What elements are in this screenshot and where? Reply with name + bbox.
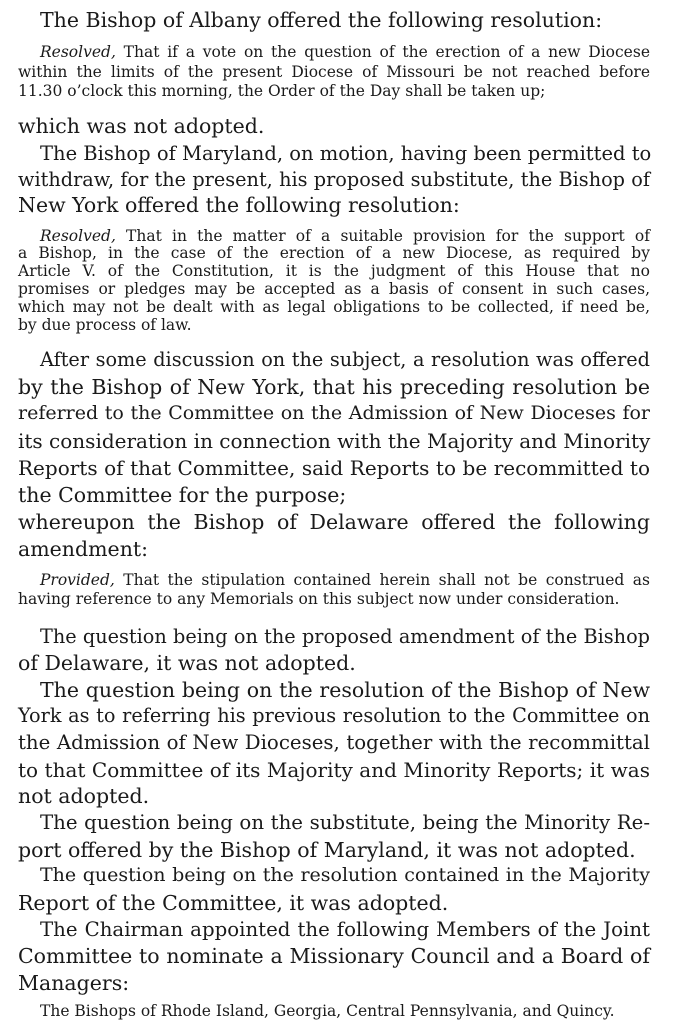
resolution-newyork-line-1	[40, 229, 650, 245]
para-substitute-line-1: The question being on the substitute, being the Minority Re-	[40, 811, 650, 834]
resolution-albany-line-2: within the limits of the present Diocese of Missouri be not reached before	[18, 63, 650, 81]
para-majority-line-1: The question being on the resolution contained in the Majority	[40, 864, 650, 886]
para-chairman-line-2: Committee to nominate a Missionary Council and a Board of	[18, 944, 650, 968]
para-delaware-line-2: of Delaware, it was not adopted.	[18, 651, 356, 675]
proviso-text: That the stipulation contained herein shall not be construed as	[123, 571, 650, 589]
para-discussion-line-3: referred to the Committee on the Admission of New Dioceses for	[18, 402, 650, 424]
para-discussion-line-6: the Committee for the purpose;	[18, 483, 347, 507]
para-discussion-line-2: by the Bishop of New York, that his preceding resolution be	[18, 375, 650, 399]
not-adopted-1: which was not adopted.	[18, 114, 265, 138]
para-maryland-line-1: The Bishop of Maryland, on motion, having been permitted to	[40, 142, 652, 165]
para-chairman-line-1: The Chairman appointed the following Members of the Joint	[40, 918, 650, 941]
resolved-lead: Resolved,	[40, 227, 116, 245]
para-referring-line-5: not adopted.	[18, 784, 150, 808]
para-discussion-line-1: After some discussion on the subject, a resolution was offered	[40, 348, 650, 371]
intro-albany: The Bishop of Albany offered the following resolution:	[40, 8, 603, 32]
resolution-newyork-line-6: by due process of law.	[18, 316, 192, 334]
para-chairman-line-3: Managers:	[18, 971, 130, 995]
resolution-text: That if a vote on the question of the erection of a new Diocese	[123, 43, 650, 61]
members-list: The Bishops of Rhode Island, Georgia, Central Pennsylvania, and Quincy.	[40, 1002, 615, 1020]
para-discussion-line-5: Reports of that Committee, said Reports to be recommitted to	[18, 456, 650, 480]
resolution-newyork-line-5: which may not be dealt with as legal obligations to be collected, if need be,	[18, 298, 650, 316]
para-discussion-line-7: whereupon the Bishop of Delaware offered the following	[18, 510, 650, 534]
para-referring-line-1: The question being on the resolution of the Bishop of New	[40, 678, 650, 702]
para-discussion-line-4: its consideration in connection with the Majority and Minority	[18, 429, 651, 453]
resolution-newyork-line-2: a Bishop, in the case of the erection of a new Diocese, as required by	[18, 244, 650, 262]
resolution-newyork-line-4: promises or pledges may be accepted as a basis of consent in such cases,	[18, 280, 650, 298]
para-referring-line-2: York as to referring his previous resolution to the Committee on	[18, 704, 650, 727]
para-maryland-line-3: New York offered the following resolution:	[18, 193, 460, 217]
para-referring-line-3: the Admission of New Dioceses, together with the recommittal	[18, 731, 650, 754]
proviso-line-2: having reference to any Memorials on this subject now under consideration.	[18, 590, 620, 608]
resolution-albany-line-3: 11.30 o’clock this morning, the Order of the Day shall be taken up;	[18, 82, 546, 100]
para-majority-line-2: Report of the Committee, it was adopted.	[18, 891, 449, 915]
resolution-newyork-line-3: Article V. of the Constitution, it is the judgment of this House that no	[18, 262, 650, 280]
para-substitute-line-2: port offered by the Bishop of Maryland, it was not adopted.	[18, 838, 636, 862]
para-delaware-line-1: The question being on the proposed amendment of the Bishop	[40, 625, 650, 648]
proviso-line-1	[40, 573, 650, 589]
resolved-lead: Resolved,	[40, 43, 116, 61]
resolution-albany-line-1	[40, 45, 650, 61]
resolution-text: That in the matter of a suitable provision for the support of	[126, 227, 650, 245]
provided-lead: Provided,	[40, 571, 115, 589]
para-referring-line-4: to that Committee of its Majority and Minority Reports; it was	[18, 758, 650, 782]
para-maryland-line-2: withdraw, for the present, his proposed substitute, the Bishop of	[18, 168, 650, 191]
para-discussion-line-8: amendment:	[18, 537, 149, 561]
